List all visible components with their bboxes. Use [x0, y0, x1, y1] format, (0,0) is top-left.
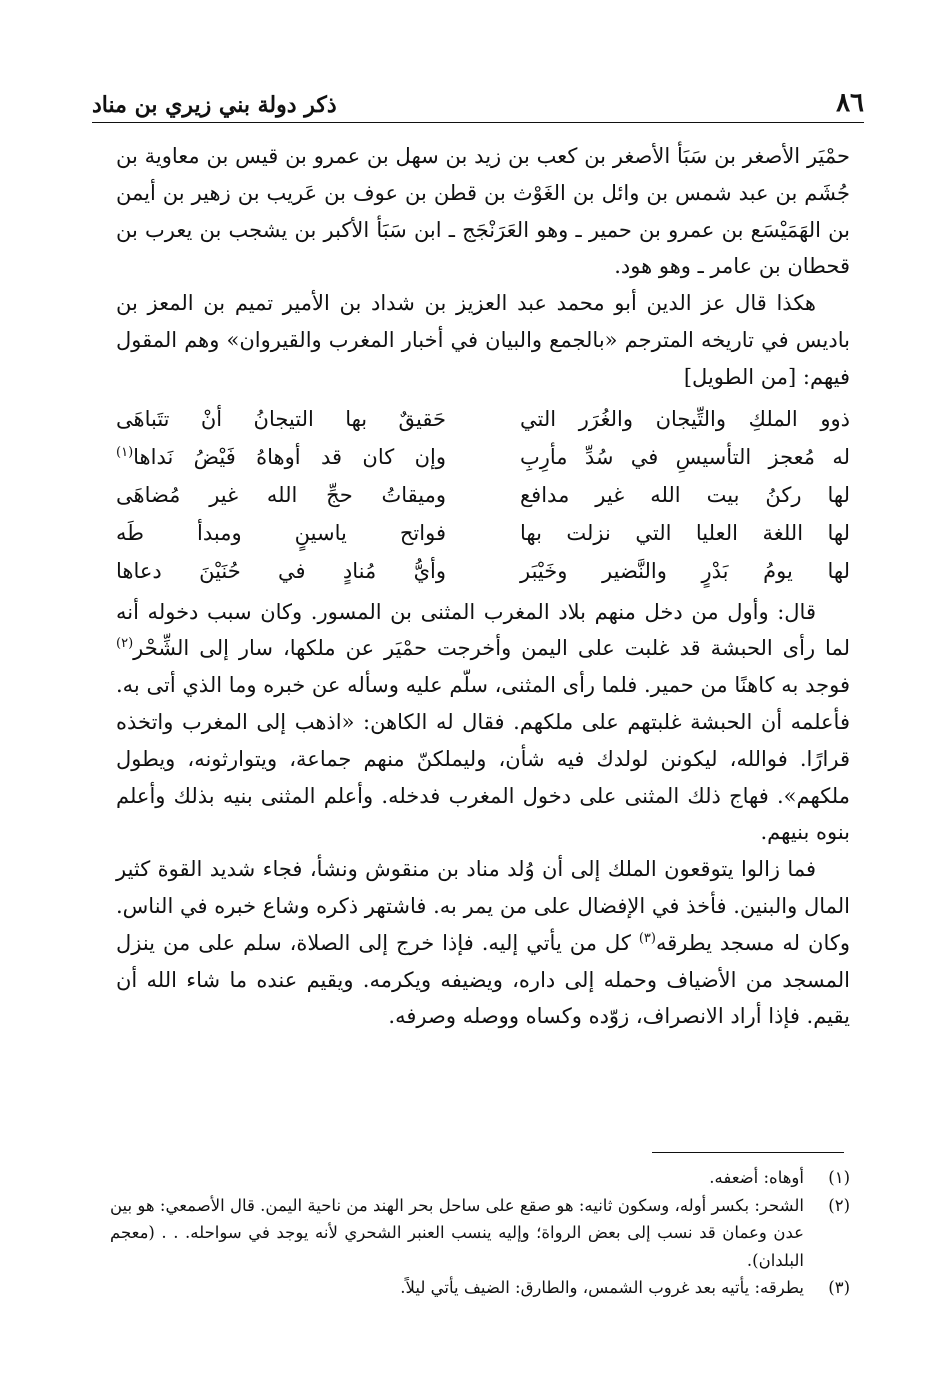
verse-second-hemistich: وميقاتُ حجِّ الله غير مُضاهَى [116, 482, 446, 507]
verse [116, 400, 850, 438]
verse [116, 438, 850, 476]
page-header [92, 76, 864, 123]
paragraph-genealogy: حمْيَر الأصغر بن سَبَأ الأصغر بن كعب بن زيد بن سهل بن عمرو بن قيس بن معاوية بن جُشَم بن عبد شمس بن وائل بن الغَوْث بن قطن بن عوف بن عَريب بن زهير بن أيمن بن الهَمَيْسَع بن عمرو بن حمير ـ وهو العَرَنْجَج ـ ابن سَبَأ الأكبر بن يشجب بن يعرب بن قحطان بن عامر ـ وهو هود. [116, 144, 850, 279]
verse-first-hemistich: ذوو الملكِ والتِّيجان والغُرَر التي [520, 406, 850, 431]
poem [116, 400, 850, 590]
footnote-marker: (٣) [638, 930, 656, 946]
footnote-text: الشحر: بكسر أوله، وسكون ثانيه: هو صقع على ساحل بحر الهند من ناحية اليمن. قال الأصمعي: هو بين عدن وعمان قد نسب إلى بعض الرواة؛ وإليه ينسب العنبر الشحري لأنه يوجد في سواحله. . . (معجم البلدان). [110, 1195, 804, 1270]
footnote [110, 1192, 850, 1275]
verse-second-hemistich: فواتح ياسينٍ ومبدأ طَه [116, 520, 446, 545]
verse [116, 552, 850, 590]
verse-second-hemistich [116, 438, 446, 476]
footnotes [110, 1164, 850, 1302]
verse [116, 514, 850, 552]
footnote-number: (٢) [828, 1195, 850, 1215]
footnote [110, 1164, 850, 1192]
verse-first-hemistich: لها اللغة العليا التي نزلت بها [520, 520, 850, 545]
paragraph-muthanna [116, 594, 850, 852]
verse-first-hemistich: لها ركنُ بيت الله غير مدافع [520, 482, 850, 507]
verse-second-hemistich: وأيُّ مُنادٍ في حُنَيْنَ دعاها [116, 558, 446, 583]
main-text [116, 138, 850, 1035]
verse-first-hemistich: له مُعجز التأسيسِ في سُدِّ مأرِبِ [520, 444, 850, 469]
footnote-number: (٣) [828, 1278, 850, 1297]
footnote-number: (١) [828, 1168, 850, 1187]
footnote-text: أوهاه: أضعفه. [709, 1168, 804, 1187]
paragraph-text: فما زالوا يتوقعون الملك إلى أن وُلد مناد بن منقوش ونشأ، فجاء شديد القوة كثير المال والبنين. فأخذ في الإفضال على من يمر به. فاشتهر ذكره وشاع خبره في الناس. وكان له مسجد يطرقه [116, 857, 850, 955]
hemistich-text: وإن كان قد أوهاهُ فَيْضُ نَداها [133, 444, 446, 469]
footnote-marker: (٢) [116, 636, 134, 652]
footnote-text: يطرقه: يأتيه بعد غروب الشمس، والطارق: الضيف يأتي ليلاً. [400, 1278, 804, 1297]
paragraph-text: فوجد به كاهنًا من حمير. فلما رأى المثنى، سلّم عليه وسأله عن خبره وما الذي أتى به. فأعلمه أن الحبشة غلبتهم على ملكهم. فقال له الكاهن: «اذهب إلى المغرب واتخذه قرارًا. فوالله، ليكونن لولدك فيه شأن، وليملكنّ منهم جماعة، ويتوارثونه، ويطول ملكهم». فهاج ذلك المثنى على دخول المغرب فدخله. وأعلم المثنى بنيه بذلك وأعلم بنوه بنيهم. [116, 673, 850, 845]
verse [116, 476, 850, 514]
paragraph-manad [116, 851, 850, 1035]
footnote [110, 1274, 850, 1302]
footnote-divider [652, 1152, 844, 1153]
paragraph-text: كل من يأتي إليه. فإذا خرج إلى الصلاة، سلم على من ينزل المسجد من الأضياف وحمله إلى داره، ويضيفه ويكرمه. ويقيم عنده ما شاء الله أن يقيم. فإذا أراد الانصراف، زوّده وكساه ووصله وصرفه. [116, 930, 850, 1029]
verse-second-hemistich: حَقيقٌ بها التيجانُ أنْ تتَباهَى [116, 406, 446, 431]
paragraph-source: هكذا قال عز الدين أبو محمد عبد العزيز بن شداد بن الأمير تميم بن المعز بن باديس في تاريخه المترجم «بالجمع والبيان في أخبار المغرب والقيروان» وهم المقول فيهم: [من الطويل] [116, 291, 850, 389]
footnote-marker: (١) [116, 444, 134, 460]
verse-first-hemistich: لها يومُ بَدْرٍ والنَّضير وخَيْبَر [520, 558, 850, 583]
paragraph-text: قال: وأول من دخل منهم بلاد المغرب المثنى بن المسور. وكان سبب دخوله أنه لما رأى الحبشة قد غلبت على اليمن وأخرجت حمْيَر عن ملكها، سار إلى الشِّحْر [116, 599, 850, 661]
page-number: ٨٦ [836, 88, 864, 118]
running-title: ذكر دولة بني زيري بن مناد [92, 92, 337, 118]
